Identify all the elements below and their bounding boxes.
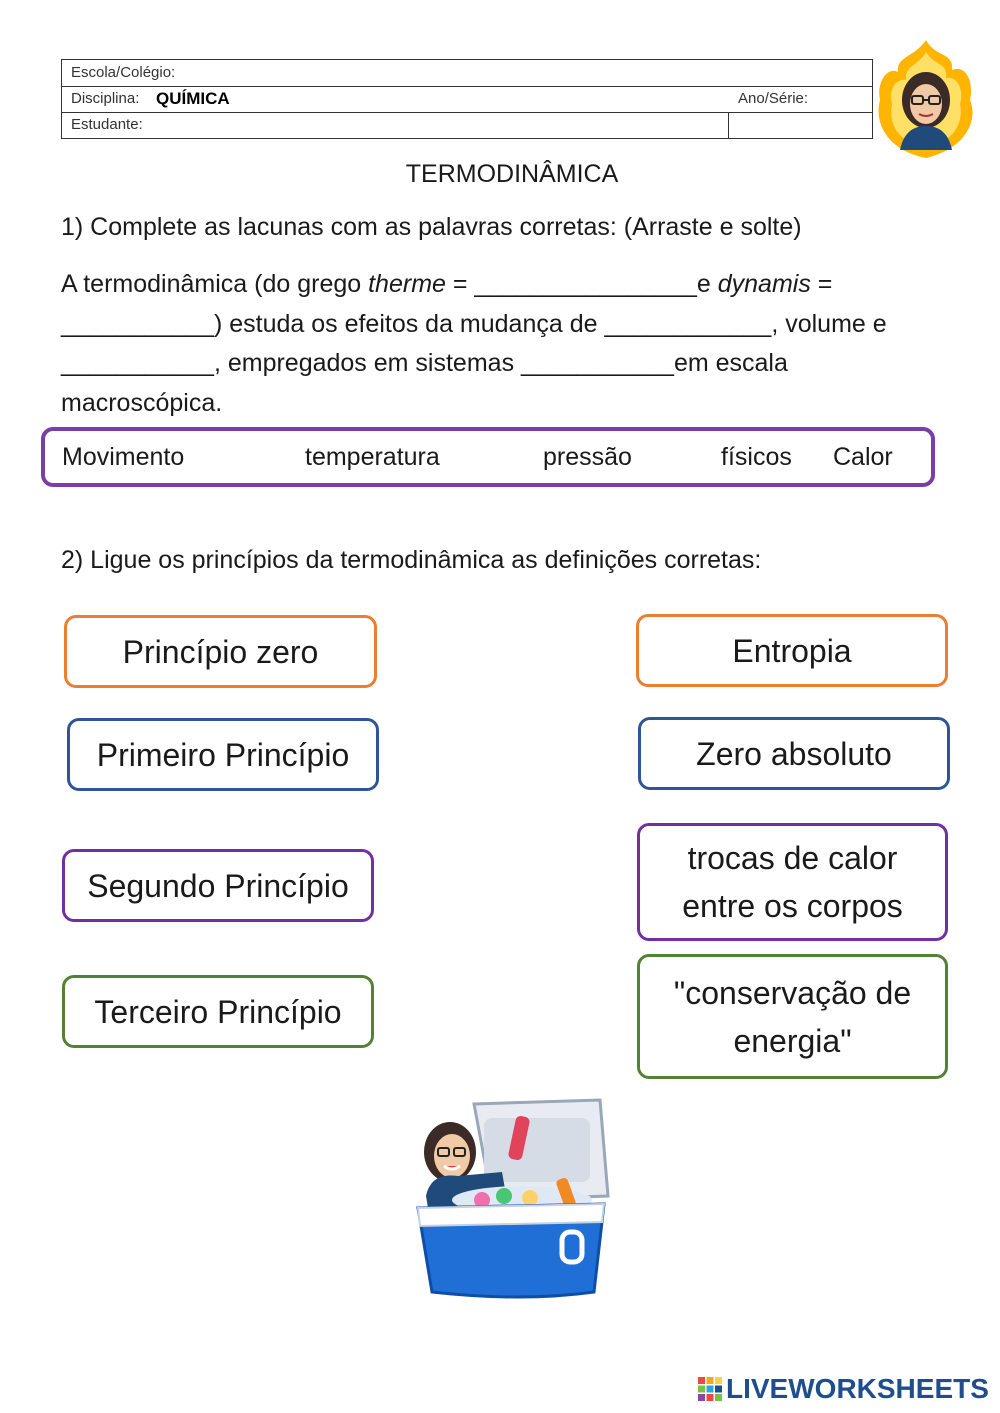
principle-card[interactable]: Princípio zero bbox=[64, 615, 377, 688]
disciplina-value: QUÍMICA bbox=[156, 89, 230, 108]
principle-card[interactable]: Primeiro Princípio bbox=[67, 718, 379, 791]
text-segment: A termodinâmica (do grego bbox=[61, 270, 369, 298]
estudante-label: Estudante: bbox=[71, 116, 143, 133]
definition-card[interactable]: trocas de calor entre os corpos bbox=[637, 823, 948, 941]
escola-label: Escola/Colégio: bbox=[71, 64, 176, 81]
disciplina-row bbox=[62, 86, 872, 113]
term-dynamis: dynamis bbox=[717, 270, 811, 298]
draggable-word[interactable]: físicos bbox=[721, 443, 792, 471]
blank-segment[interactable]: = ________________e bbox=[445, 270, 718, 298]
definition-card[interactable]: Zero absoluto bbox=[638, 717, 950, 790]
cooler-illustration bbox=[412, 1096, 622, 1302]
liveworksheets-logo bbox=[697, 1373, 989, 1405]
paragraph-line-2[interactable]: ___________) estuda os efeitos da mudança de ____________, volume e bbox=[61, 309, 887, 338]
word-bank bbox=[41, 427, 935, 487]
header-table bbox=[61, 59, 873, 139]
principle-card[interactable]: Terceiro Princípio bbox=[62, 975, 374, 1048]
disciplina-label: Disciplina: bbox=[71, 90, 140, 107]
ano-label: Ano/Série: bbox=[738, 90, 809, 107]
paragraph-line-1 bbox=[61, 265, 971, 305]
brand-name: LIVEWORKSHEETS bbox=[726, 1373, 989, 1404]
term-therme: therme bbox=[368, 270, 446, 298]
text-segment: = bbox=[810, 270, 833, 298]
draggable-word[interactable]: pressão bbox=[543, 443, 632, 471]
draggable-word[interactable]: Calor bbox=[833, 443, 893, 471]
draggable-word[interactable]: temperatura bbox=[305, 443, 440, 471]
brand-grid-icon bbox=[697, 1376, 723, 1402]
teacher-flame-avatar bbox=[874, 38, 978, 160]
definition-card[interactable]: Entropia bbox=[636, 614, 948, 687]
draggable-word[interactable]: Movimento bbox=[62, 443, 185, 471]
paragraph-line-4: macroscópica. bbox=[61, 388, 223, 417]
principle-card[interactable]: Segundo Princípio bbox=[62, 849, 374, 922]
worksheet-title: TERMODINÂMICA bbox=[405, 160, 619, 188]
question-2-prompt: 2) Ligue os princípios da termodinâmica as definições corretas: bbox=[61, 546, 762, 574]
fill-in-paragraph bbox=[61, 265, 971, 423]
definition-card[interactable]: "conservação de energia" bbox=[637, 954, 948, 1079]
escola-row bbox=[62, 60, 872, 87]
paragraph-line-3[interactable]: ___________, empregados em sistemas ___________em escala bbox=[61, 349, 788, 377]
question-1-prompt: 1) Complete as lacunas com as palavras corretas: (Arraste e solte) bbox=[61, 213, 802, 241]
estudante-row bbox=[62, 112, 872, 138]
